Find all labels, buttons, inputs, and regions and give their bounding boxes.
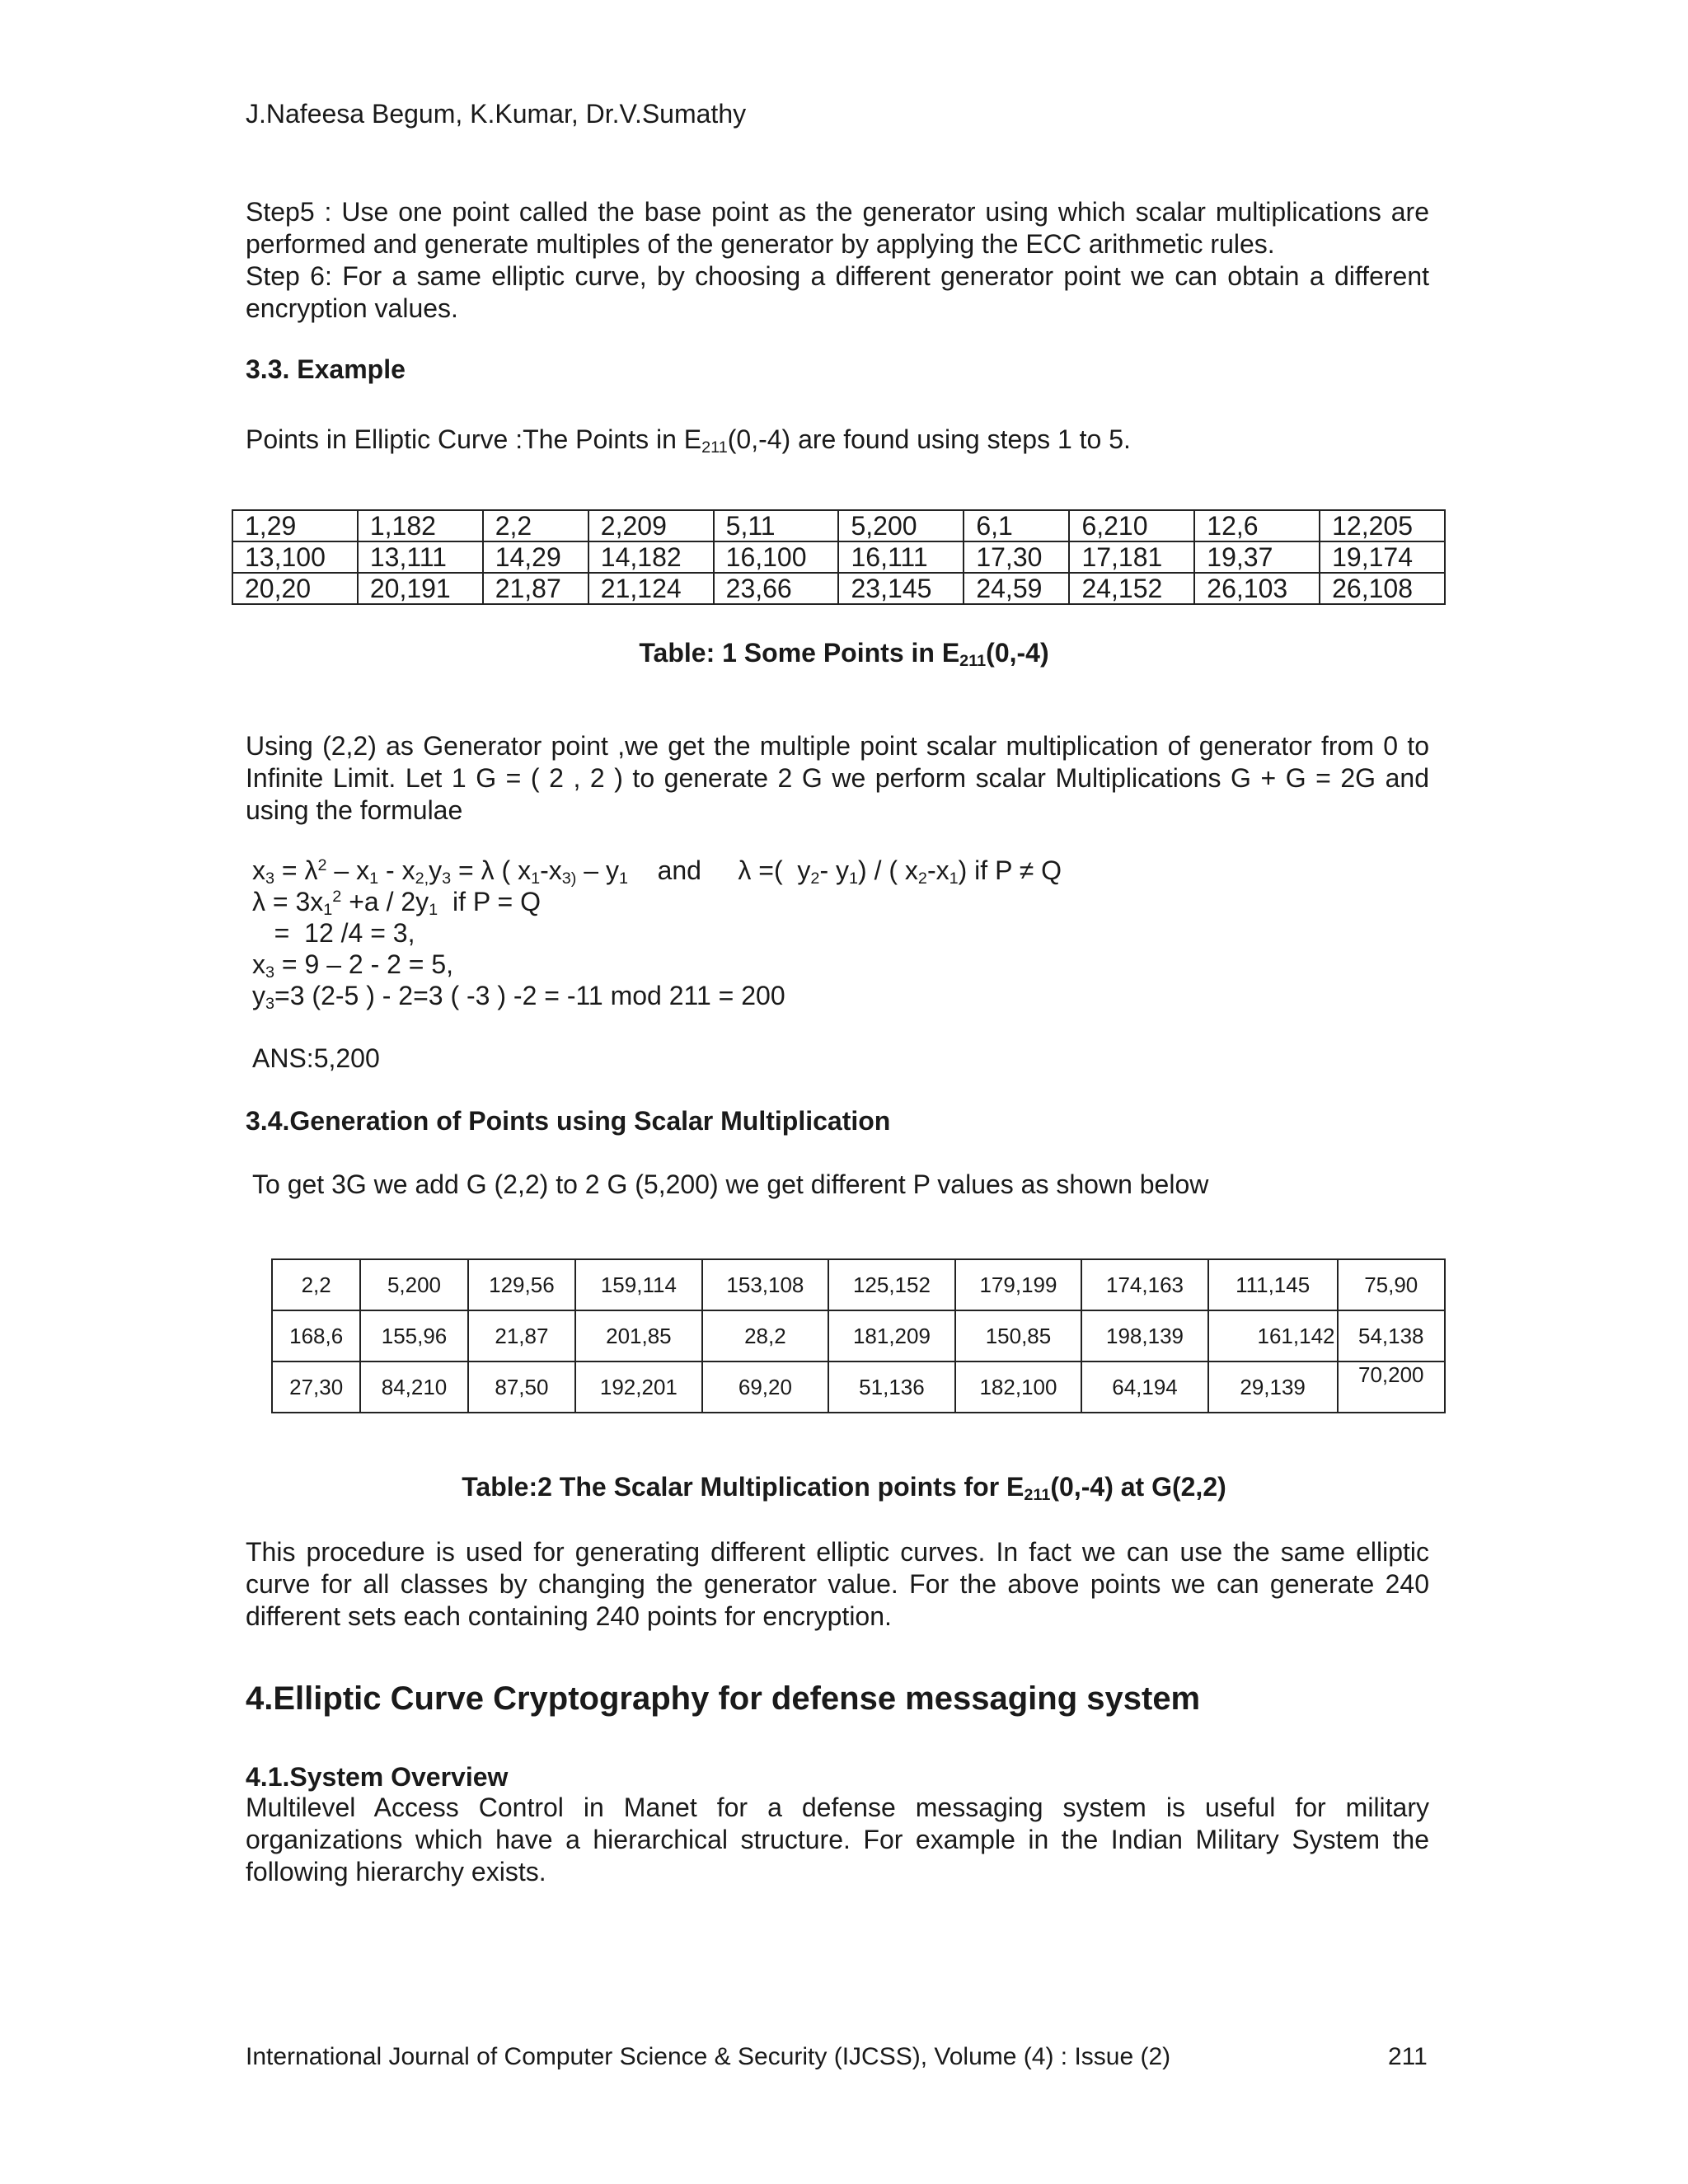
table-cell: 6,1 [964, 510, 1069, 541]
table-row [232, 510, 1445, 541]
table-cell: 159,114 [575, 1259, 702, 1310]
table-cell: 201,85 [575, 1310, 702, 1361]
table-cell: 13,100 [232, 541, 358, 573]
table-cell: 26,108 [1320, 573, 1445, 604]
table-cell: 19,174 [1320, 541, 1445, 573]
table-cell: 20,20 [232, 573, 358, 604]
table-cell: 27,30 [272, 1361, 360, 1413]
formula-line-2: $\lambda = 3x_1^2 +a / 2y_1$ if P = Q [252, 887, 541, 919]
table-cell: 182,100 [955, 1361, 1082, 1413]
section-3-3-intro: Points in Elliptic Curve :The Points in $E_{211}(0,-4)$ are found using steps 1 to 5. [246, 424, 1131, 457]
table-cell: 12,205 [1320, 510, 1445, 541]
table-cell: 2,209 [588, 510, 714, 541]
table-cell: 23,66 [714, 573, 839, 604]
table-cell: 24,152 [1069, 573, 1194, 604]
table-cell: 87,50 [468, 1361, 575, 1413]
table-cell: 111,145 [1208, 1259, 1338, 1310]
footer-page-number: 211 [1388, 2043, 1428, 2070]
table-cell: 125,152 [828, 1259, 955, 1310]
table-cell: 19,37 [1194, 541, 1320, 573]
table-cell: 84,210 [360, 1361, 467, 1413]
table-cell: 2,2 [272, 1259, 360, 1310]
table-2-scalar-points [271, 1258, 1446, 1413]
table-cell: 28,2 [702, 1310, 829, 1361]
table-cell: 24,59 [964, 573, 1069, 604]
table-cell: 13,111 [358, 541, 483, 573]
table-cell: 20,191 [358, 573, 483, 604]
table-cell: 181,209 [828, 1310, 955, 1361]
table-cell: 54,138 [1338, 1310, 1446, 1361]
section-3-4-heading: 3.4.Generation of Points using Scalar Multiplication [246, 1106, 891, 1136]
table-cell: 16,111 [838, 541, 964, 573]
table-cell: 14,182 [588, 541, 714, 573]
table-cell: 16,100 [714, 541, 839, 573]
running-header: J.Nafeesa Begum, K.Kumar, Dr.V.Sumathy [246, 99, 747, 129]
table-cell: 17,30 [964, 541, 1069, 573]
table-cell: 5,200 [838, 510, 964, 541]
table-cell: 12,6 [1194, 510, 1320, 541]
table-cell: 75,90 [1338, 1259, 1446, 1310]
section-3-4-intro: To get 3G we add G (2,2) to 2 G (5,200) we get different P values as shown below [252, 1169, 1209, 1199]
table-cell: 1,182 [358, 510, 483, 541]
table-cell: 192,201 [575, 1361, 702, 1413]
table-cell: 1,29 [232, 510, 358, 541]
steps-block [246, 196, 1429, 325]
section-4-1-body: Multilevel Access Control in Manet for a defense messaging system is useful for military organizations which have a hierarchical structure. For example in the Indian Military System the following hierarchy exists. [246, 1793, 1429, 1886]
table-row [272, 1310, 1445, 1361]
table-row [232, 573, 1445, 604]
step6-text: Step 6: For a same elliptic curve, by choosing a different generator point we can obtain a different encryption values. [246, 261, 1429, 323]
table-cell: 150,85 [955, 1310, 1082, 1361]
formula-answer: ANS:5,200 [252, 1043, 380, 1073]
table-cell: 155,96 [360, 1310, 467, 1361]
table-cell: 179,199 [955, 1259, 1082, 1310]
table-cell: 5,200 [360, 1259, 467, 1310]
table-cell: 17,181 [1069, 541, 1194, 573]
footer-journal: International Journal of Computer Science & Security (IJCSS), Volume (4) : Issue (2) [246, 2043, 1171, 2070]
formula-line-4: $x_3 = 9 - 2 - 2 = 5$, [252, 949, 454, 982]
table-cell: 21,87 [468, 1310, 575, 1361]
table-cell: 69,20 [702, 1361, 829, 1413]
table-row [272, 1361, 1445, 1413]
formula-line-3: = 12 /4 = 3, [252, 918, 415, 948]
section-4-1-heading: 4.1.System Overview [246, 1762, 509, 1792]
table-cell: 26,103 [1194, 573, 1320, 604]
table-row [272, 1259, 1445, 1310]
table-cell: 198,139 [1081, 1310, 1208, 1361]
step5-text: Step5 : Use one point called the base point as the generator using which scalar multiplications are performed and generate multiples of the generator by applying the ECC arithmetic rules. [246, 197, 1429, 259]
table-1-points [232, 509, 1446, 605]
table-cell: 5,11 [714, 510, 839, 541]
section-3-3-heading: 3.3. Example [246, 354, 406, 384]
table-cell: 21,124 [588, 573, 714, 604]
table-cell: 51,136 [828, 1361, 955, 1413]
table-cell: 14,29 [483, 541, 588, 573]
table-row [232, 541, 1445, 573]
table-2-caption: Table:2 The Scalar Multiplication points for $E_{211}(0,-4)$ at G(2,2) [462, 1472, 1226, 1504]
table-cell: 168,6 [272, 1310, 360, 1361]
table-cell: 64,194 [1081, 1361, 1208, 1413]
table-cell: 23,145 [838, 573, 964, 604]
table-cell: 70,200 [1338, 1361, 1446, 1413]
table-cell: 21,87 [483, 573, 588, 604]
table-cell: 174,163 [1081, 1259, 1208, 1310]
formula-line-1: $x_3 = \lambda^2 - x_1 - x_{2,}y_3 = \lambda$ ( $x_1-x_{3)} - y_1$ and λ =( $y_2-$ $y_1$) / ( $x_2-x_1$) if P ≠ Q [252, 855, 1062, 888]
table-cell: 29,139 [1208, 1361, 1338, 1413]
generator-paragraph: Using (2,2) as Generator point ,we get the multiple point scalar multiplication of generator from 0 to Infinite Limit. Let 1 G = ( 2 , 2 ) to generate 2 G we perform scalar Multiplications G + G = 2G and using the formulae [246, 731, 1429, 825]
table-cell: 161,142 [1208, 1310, 1338, 1361]
table-cell: 153,108 [702, 1259, 829, 1310]
table-cell: 129,56 [468, 1259, 575, 1310]
formula-line-5: $y_3=3$ (2-5 ) - 2=3 ( -3 ) -2 = -11 mod 211 = 200 [252, 981, 785, 1013]
table-cell: 2,2 [483, 510, 588, 541]
table-1-caption: Table: 1 Some Points in $E_{211}(0,-4)$ [639, 638, 1049, 670]
table-cell: 6,210 [1069, 510, 1194, 541]
section-4-heading: 4.Elliptic Curve Cryptography for defense messaging system [246, 1680, 1201, 1717]
procedure-paragraph: This procedure is used for generating different elliptic curves. In fact we can use the same elliptic curve for all classes by changing the generator value. For the above points we can generate 240 different sets each containing 240 points for encryption. [246, 1537, 1429, 1631]
